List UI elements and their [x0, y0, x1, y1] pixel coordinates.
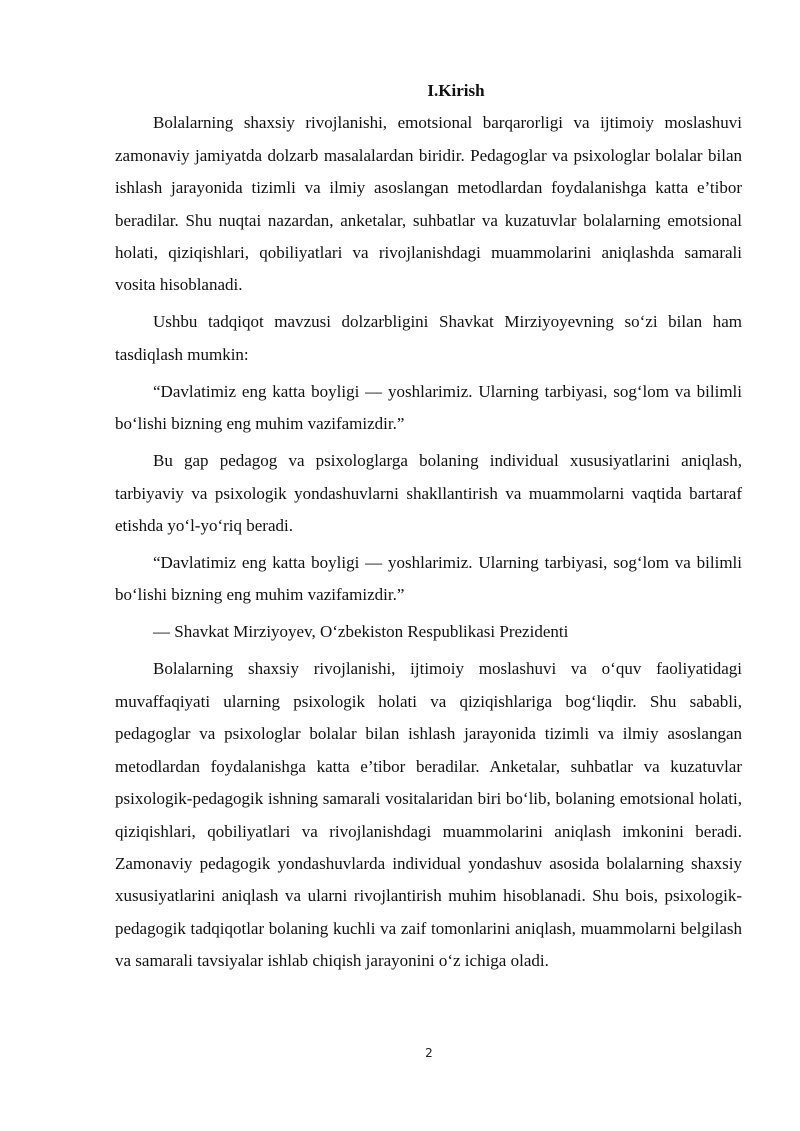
page-content — [115, 75, 742, 982]
page-number: 2 — [425, 1046, 433, 1060]
section-heading: I.Kirish — [427, 81, 485, 100]
paragraph-quote-explanation: Bu gap pedagog va psixologlarga bolaning individual xususiyatlarini aniqlash, tarbiyaviy va psixologik yondashuvlarni shakllantirish va muammolarni vaqtida bartaraf etishda yo‘l-yo‘riq beradi. — [115, 451, 742, 536]
paragraph-intro: Bolalarning shaxsiy rivojlanishi, emotsional barqarorligi va ijtimoiy moslashuvi zamonaviy jamiyatda dolzarb masalalardan biridir. Pedagoglar va psixologlar bolalar bilan ishlash jarayonida tizimli va ilmiy asoslangan metodlardan foydalanishga katta e’tibor beradilar. Shu nuqtai nazardan, anketalar, suhbatlar va kuzatuvlar bolalarning emotsional holati, qiziqishlari, qobiliyatlari va rivojlanishdagi muammolarini aniqlashda samarali vosita hisoblanadi. — [115, 113, 742, 295]
paragraph-topic-relevance: Ushbu tadqiqot mavzusi dolzarbligini Shavkat Mirziyoyevning so‘zi bilan ham tasdiqlash mumkin: — [115, 312, 742, 364]
quote-attribution: — Shavkat Mirziyoyev, O‘zbekiston Respublikasi Prezidenti — [153, 622, 569, 642]
quote-second: “Davlatimiz eng katta boyligi — yoshlarimiz. Ularning tarbiyasi, sog‘lom va bilimli bo‘lishi bizning eng muhim vazifamizdir.” — [115, 553, 742, 605]
paragraph-main: Bolalarning shaxsiy rivojlanishi, ijtimoiy moslashuvi va o‘quv faoliyatidagi muvaffaqiyati ularning psixologik holati va qiziqishlariga bog‘liqdir. Shu sababli, pedagoglar va psixologlar bolalar bilan ishlash jarayonida tizimli va ilmiy asoslangan metodlardan foydalanishga katta e’tibor beradilar. Anketalar, suhbatlar va kuzatuvlar psixologik-pedagogik ishning samarali vositalaridan biri bo‘lib, bolaning emotsional holati, qiziqishlari, qobiliyatlari va rivojlanishdagi muammolarini aniqlash imkonini beradi. Zamonaviy pedagogik yondashuvlarda individual yondashuv asosida bolalarning shaxsiy xususiyatlarini aniqlash va ularni rivojlantirish muhim hisoblanadi. Shu bois, psixologik-pedagogik tadqiqotlar bolaning kuchli va zaif tomonlarini aniqlash, muammolarni belgilash va samarali tavsiyalar ishlab chiqish jarayonini o‘z ichiga oladi. — [115, 659, 742, 971]
quote-first: “Davlatimiz eng katta boyligi — yoshlarimiz. Ularning tarbiyasi, sog‘lom va bilimli bo‘lishi bizning eng muhim vazifamizdir.” — [115, 381, 742, 434]
